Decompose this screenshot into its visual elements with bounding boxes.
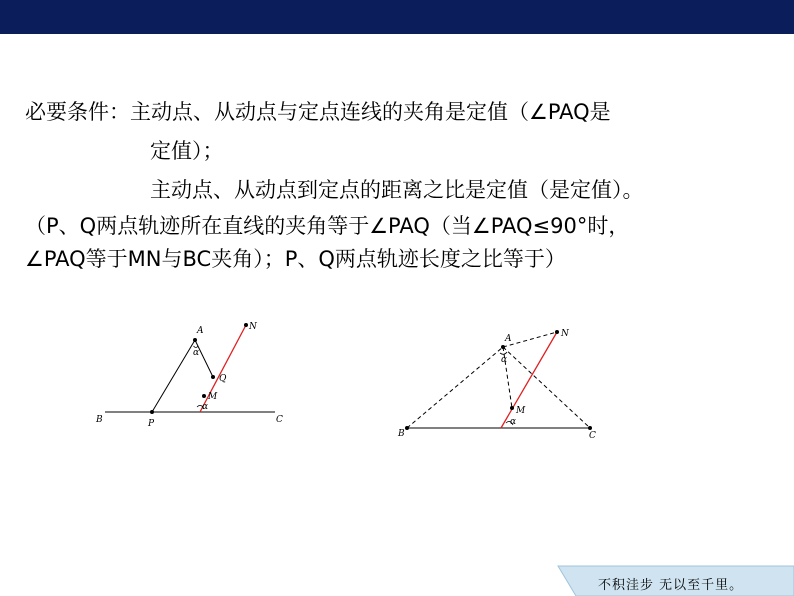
- label-b: B: [96, 415, 103, 425]
- point-c: [588, 426, 592, 430]
- label-b: B: [398, 429, 405, 439]
- text-line-5: ∠PAQ等于MN与BC夹角）；P、Q两点轨迹长度之比等于）: [25, 247, 566, 271]
- point-a: [193, 338, 197, 342]
- label-alpha-bottom: α: [510, 417, 517, 427]
- line-mn: [200, 325, 246, 412]
- point-m: [202, 394, 206, 398]
- point-n: [555, 330, 559, 334]
- label-a: A: [505, 334, 512, 344]
- label-alpha-top: α: [193, 348, 200, 358]
- dash-ab: [407, 347, 503, 428]
- motto-text: 不积洼步 无以至千里。: [598, 578, 744, 593]
- text-line-2: 定值）；: [150, 139, 224, 163]
- line-mn: [501, 332, 557, 428]
- line-ap: [152, 340, 195, 412]
- label-c: C: [589, 431, 596, 441]
- label-n: N: [561, 329, 569, 339]
- text-line-3: 主动点、从动点到定点的距离之比是定值（是定值）。: [150, 178, 644, 202]
- geometry-figure-2: [390, 320, 620, 450]
- point-a: [501, 345, 505, 349]
- label-m: M: [516, 406, 526, 416]
- line-aq: [195, 340, 213, 377]
- point-q: [211, 375, 215, 379]
- text-line-4: （P、Q两点轨迹所在直线的夹角等于∠PAQ（当∠PAQ≤90°时，: [25, 214, 630, 238]
- label-n: N: [249, 322, 257, 332]
- label-p: P: [148, 419, 155, 429]
- text-line-1: 必要条件：主动点、从动点与定点连线的夹角是定值（∠PAQ是: [25, 100, 611, 124]
- label-alpha-top: α: [501, 355, 508, 365]
- angle-arc-top: [500, 352, 507, 354]
- label-alpha-bottom: α: [202, 402, 209, 412]
- point-n: [244, 323, 248, 327]
- label-m: M: [208, 392, 218, 402]
- label-q: Q: [219, 374, 227, 384]
- label-a: A: [197, 326, 204, 336]
- label-c: C: [276, 415, 283, 425]
- geometry-figure-1: [90, 318, 410, 458]
- point-p: [150, 410, 154, 414]
- top-banner: [0, 0, 794, 34]
- point-b: [405, 426, 409, 430]
- point-m: [510, 406, 514, 410]
